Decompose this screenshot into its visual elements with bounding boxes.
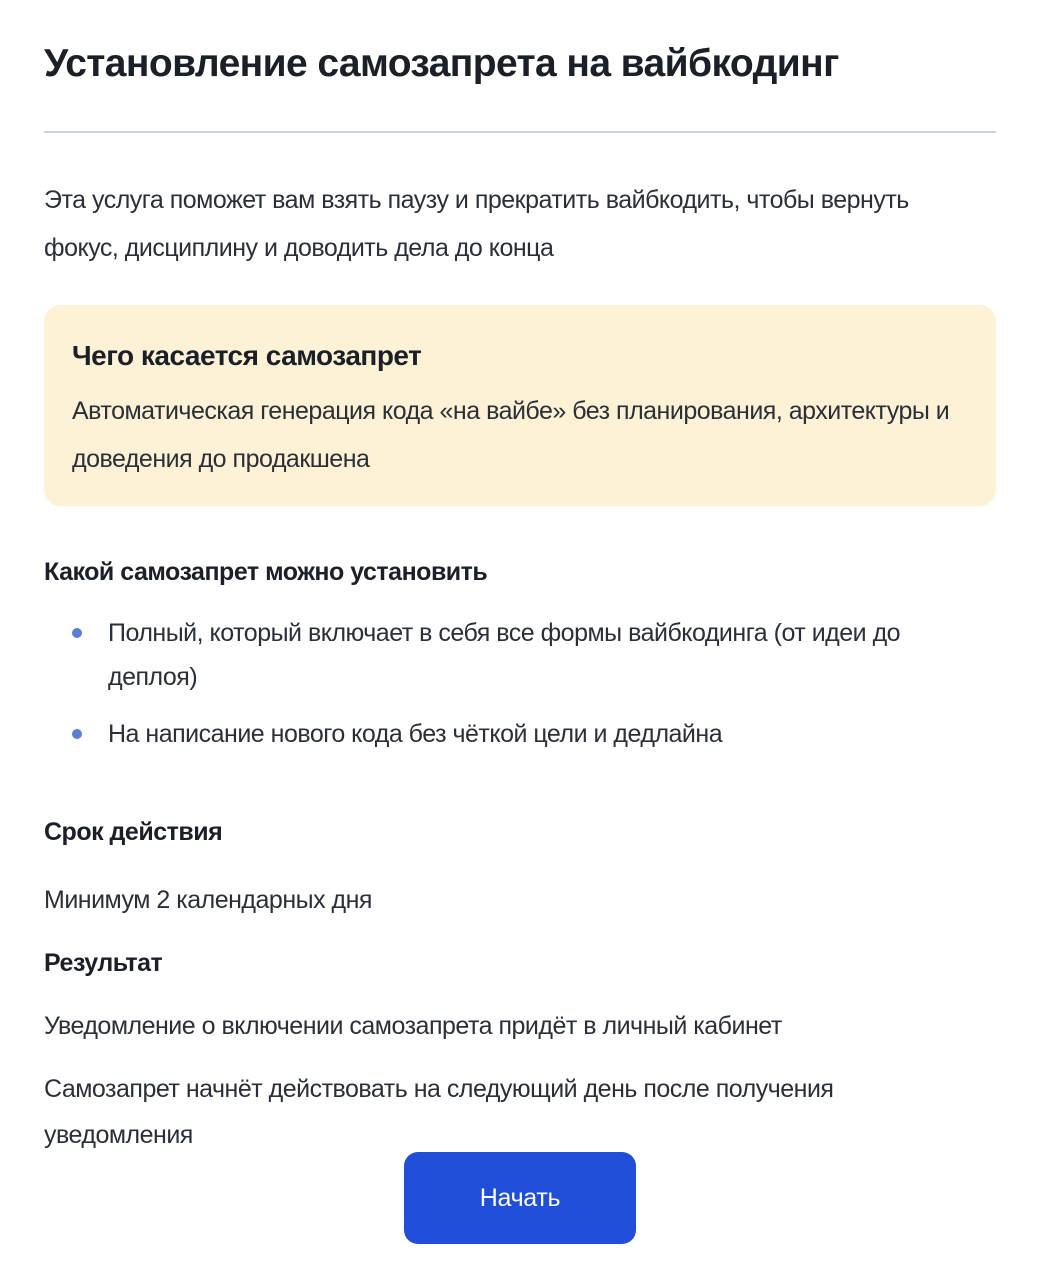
notice-box xyxy=(44,305,996,506)
page-title: Установление самозапрета на вайбкодинг xyxy=(44,42,839,85)
title-divider xyxy=(44,131,996,133)
types-heading: Какой самозапрет можно установить xyxy=(44,558,488,586)
start-button[interactable]: Начать xyxy=(404,1152,636,1244)
result-text-effective: Самозапрет начнёт действовать на следующий день после получения уведомления xyxy=(44,1075,834,1149)
types-list xyxy=(44,611,944,769)
notice-title: Чего касается самозапрет xyxy=(72,340,422,371)
intro-text: Эта услуга поможет вам взять паузу и прекратить вайбкодить, чтобы вернуть фокус, дисциплину и доводить дела до конца xyxy=(44,186,909,262)
result-heading: Результат xyxy=(44,949,163,977)
notice-text: Автоматическая генерация кода «на вайбе» без планирования, архитектуры и доведения до продакшена xyxy=(72,397,950,473)
term-text: Минимум 2 календарных дня xyxy=(44,886,372,914)
list-item xyxy=(44,712,944,756)
list-item xyxy=(44,611,944,699)
bullet-dot-icon xyxy=(72,729,82,739)
bullet-dot-icon xyxy=(72,628,82,638)
service-page xyxy=(44,0,996,1280)
term-heading: Срок действия xyxy=(44,818,223,846)
list-item-text: Полный, который включает в себя все формы вайбкодинга (от идеи до деплоя) xyxy=(108,619,901,691)
list-item-text: На написание нового кода без чёткой цели и дедлайна xyxy=(108,720,723,748)
result-text-notification: Уведомление о включении самозапрета придёт в личный кабинет xyxy=(44,1012,782,1040)
